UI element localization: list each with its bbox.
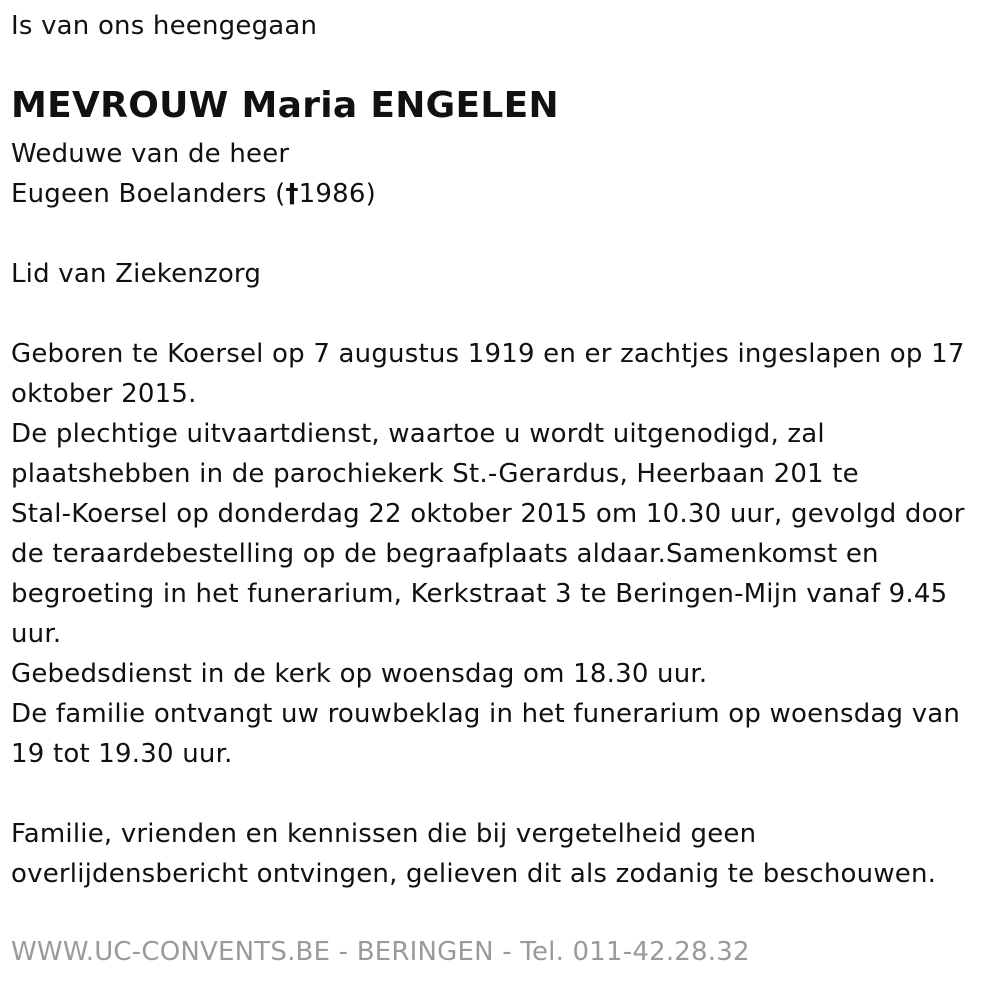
body-line: de teraardebestelling op de begraafplaats aldaar.Samenkomst en [11, 539, 879, 569]
body-line: Geboren te Koersel op 7 augustus 1919 en er zachtjes ingeslapen op 17 [11, 339, 965, 369]
spouse-name: Eugeen Boelanders ( [11, 179, 286, 209]
body-line: uur. [11, 619, 62, 649]
deceased-name: MEVROUW Maria ENGELEN [11, 85, 559, 126]
body-line: 19 tot 19.30 uur. [11, 739, 233, 769]
body-line: Stal-Koersel op donderdag 22 oktober 2015 om 10.30 uur, gevolgd door [11, 499, 965, 529]
body-line: begroeting in het funerarium, Kerkstraat 3 te Beringen-Mijn vanaf 9.45 [11, 579, 948, 609]
body-line: Gebedsdienst in de kerk op woensdag om 18.30 uur. [11, 659, 708, 689]
widow-line: Weduwe van de heer [11, 139, 290, 169]
body-line: plaatshebben in de parochiekerk St.-Gerardus, Heerbaan 201 te [11, 459, 859, 489]
spouse-line [11, 174, 376, 214]
body-line: De familie ontvangt uw rouwbeklag in het funerarium op woensdag van [11, 699, 961, 729]
closing-block [11, 814, 936, 894]
closing-line: Familie, vrienden en kennissen die bij vergetelheid geen [11, 819, 757, 849]
membership-block [11, 254, 261, 294]
body-line: oktober 2015. [11, 379, 197, 409]
widow-block [11, 134, 376, 214]
main-text-block [11, 334, 965, 774]
spouse-death-year: 1986) [298, 179, 376, 209]
intro-text: Is van ons heengegaan [11, 11, 318, 41]
cross-icon: † [285, 179, 299, 209]
body-line: De plechtige uitvaartdienst, waartoe u wordt uitgenodigd, zal [11, 419, 825, 449]
footer-contact: WWW.UC-CONVENTS.BE - BERINGEN - Tel. 011-42.28.32 [11, 937, 750, 967]
closing-line: overlijdensbericht ontvingen, gelieven dit als zodanig te beschouwen. [11, 859, 937, 889]
membership-line: Lid van Ziekenzorg [11, 259, 262, 289]
